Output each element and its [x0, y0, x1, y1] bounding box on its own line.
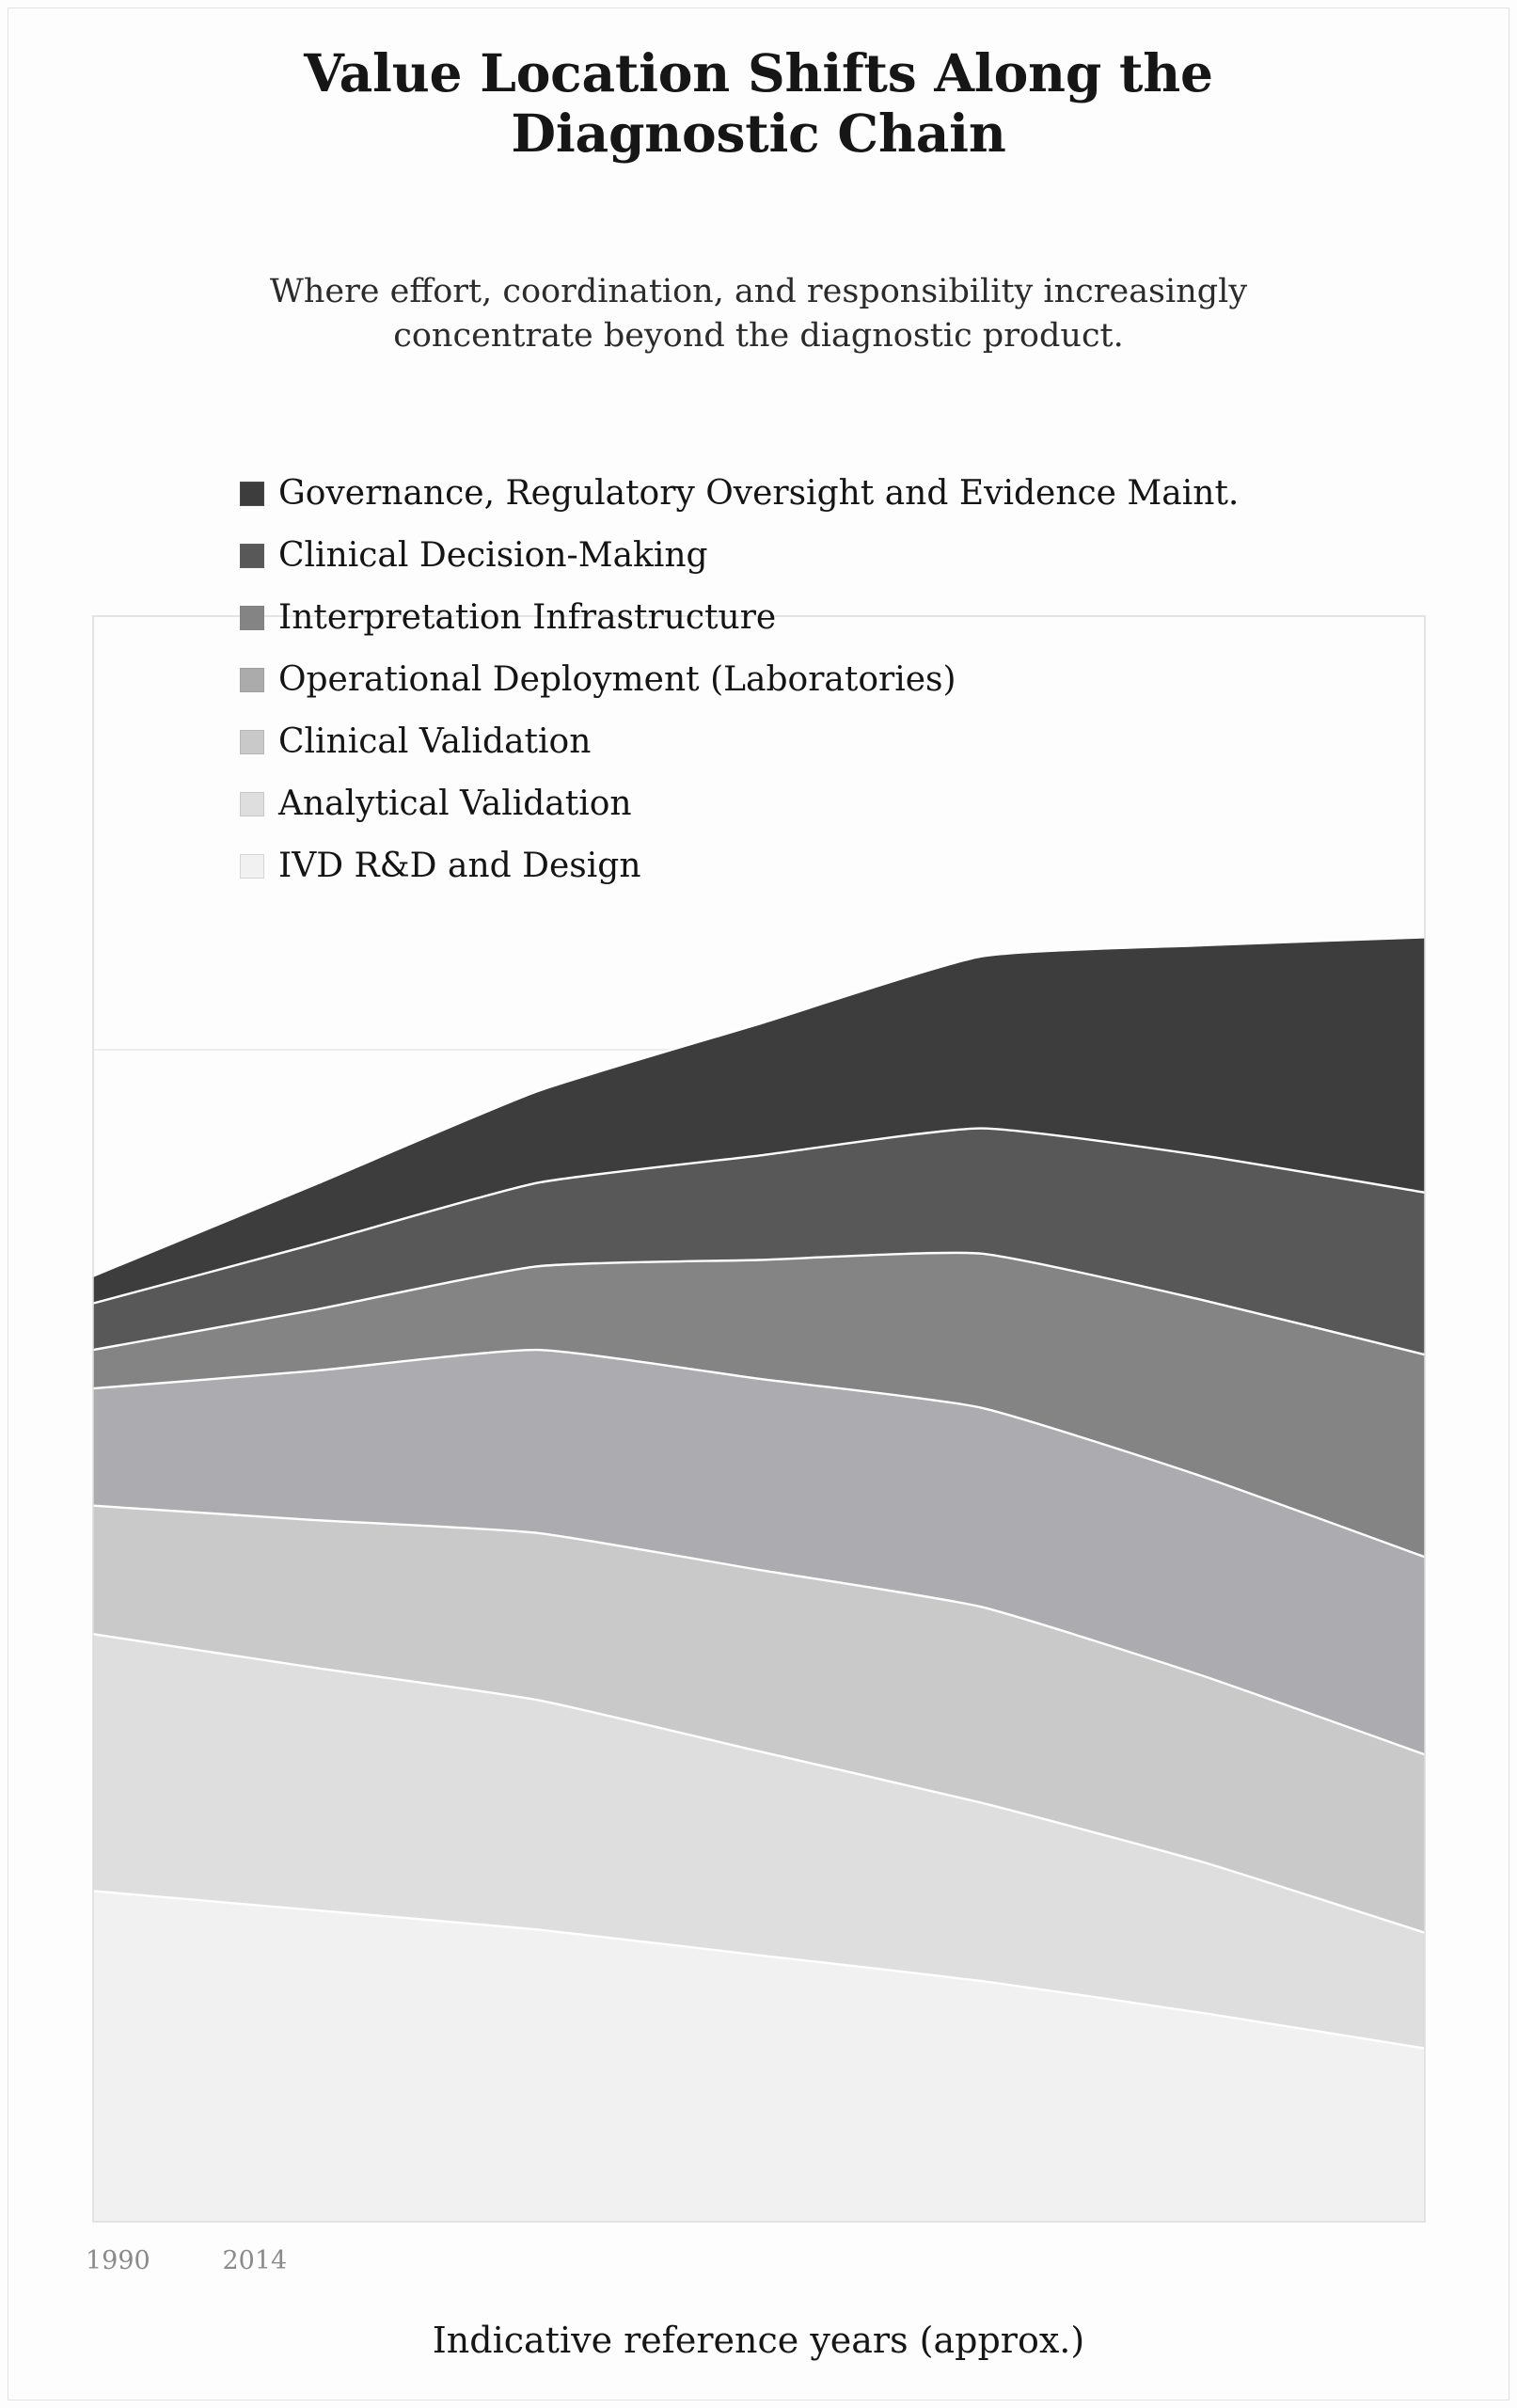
legend-item[interactable]	[240, 711, 1368, 773]
area-band	[93, 937, 1425, 1303]
area-band	[93, 1506, 1425, 1933]
chart-title-line1: Value Location Shifts Along the	[304, 42, 1213, 103]
chart-subtitle-line2: concentrate beyond the diagnostic product.	[393, 316, 1124, 355]
band-separator	[93, 937, 1425, 1275]
legend-swatch-icon	[240, 544, 264, 568]
chart-subtitle-line1: Where effort, coordination, and responsibility increasingly	[269, 273, 1248, 310]
area-band	[93, 1350, 1425, 1754]
band-separator	[93, 1891, 1425, 2048]
band-separator	[93, 1253, 1425, 1354]
band-separator	[93, 1129, 1425, 1304]
legend-item-label: Analytical Validation	[278, 784, 632, 823]
legend-swatch-icon	[240, 668, 264, 692]
legend-item-label: Governance, Regulatory Oversight and Evidence Maint.	[278, 474, 1240, 513]
legend-item[interactable]	[240, 773, 1368, 835]
band-separator	[93, 1506, 1425, 1755]
area-band	[93, 1891, 1425, 2222]
figure-border	[8, 8, 1509, 2400]
legend-item-label: IVD R&D and Design	[278, 847, 641, 885]
area-band	[93, 1253, 1425, 1557]
area-band	[93, 1634, 1425, 2048]
page-title	[0, 43, 1517, 165]
legend-swatch-icon	[240, 792, 264, 816]
legend-swatch-icon	[240, 606, 264, 630]
legend-item-label: Clinical Decision-Making	[278, 536, 708, 575]
band-separator	[93, 1350, 1425, 1557]
chart-subtitle	[0, 270, 1517, 357]
area-bands-group	[93, 937, 1425, 2222]
legend-item[interactable]	[240, 525, 1368, 587]
legend-item[interactable]	[240, 835, 1368, 897]
x-axis-tick-label: 1990	[86, 2246, 150, 2275]
x-axis-title: Indicative reference years (approx.)	[432, 2320, 1085, 2361]
legend-item[interactable]	[240, 463, 1368, 525]
band-separators-group	[93, 937, 1425, 2048]
x-axis-tick-label: 2014	[222, 2246, 288, 2275]
legend-swatch-icon	[240, 854, 264, 879]
band-separator	[93, 1634, 1425, 1933]
chart-title-line2: Diagnostic Chain	[511, 103, 1006, 165]
legend-item[interactable]	[240, 587, 1368, 649]
area-band	[93, 1129, 1425, 1355]
legend-item-label: Operational Deployment (Laboratories)	[278, 660, 956, 699]
gridlines-group	[93, 1050, 1425, 1692]
legend-item-label: Interpretation Infrastructure	[278, 598, 777, 637]
legend-swatch-icon	[240, 730, 264, 754]
legend-swatch-icon	[240, 482, 264, 506]
legend-item[interactable]	[240, 649, 1368, 711]
legend-item-label: Clinical Validation	[278, 722, 592, 761]
legend	[240, 463, 1368, 897]
